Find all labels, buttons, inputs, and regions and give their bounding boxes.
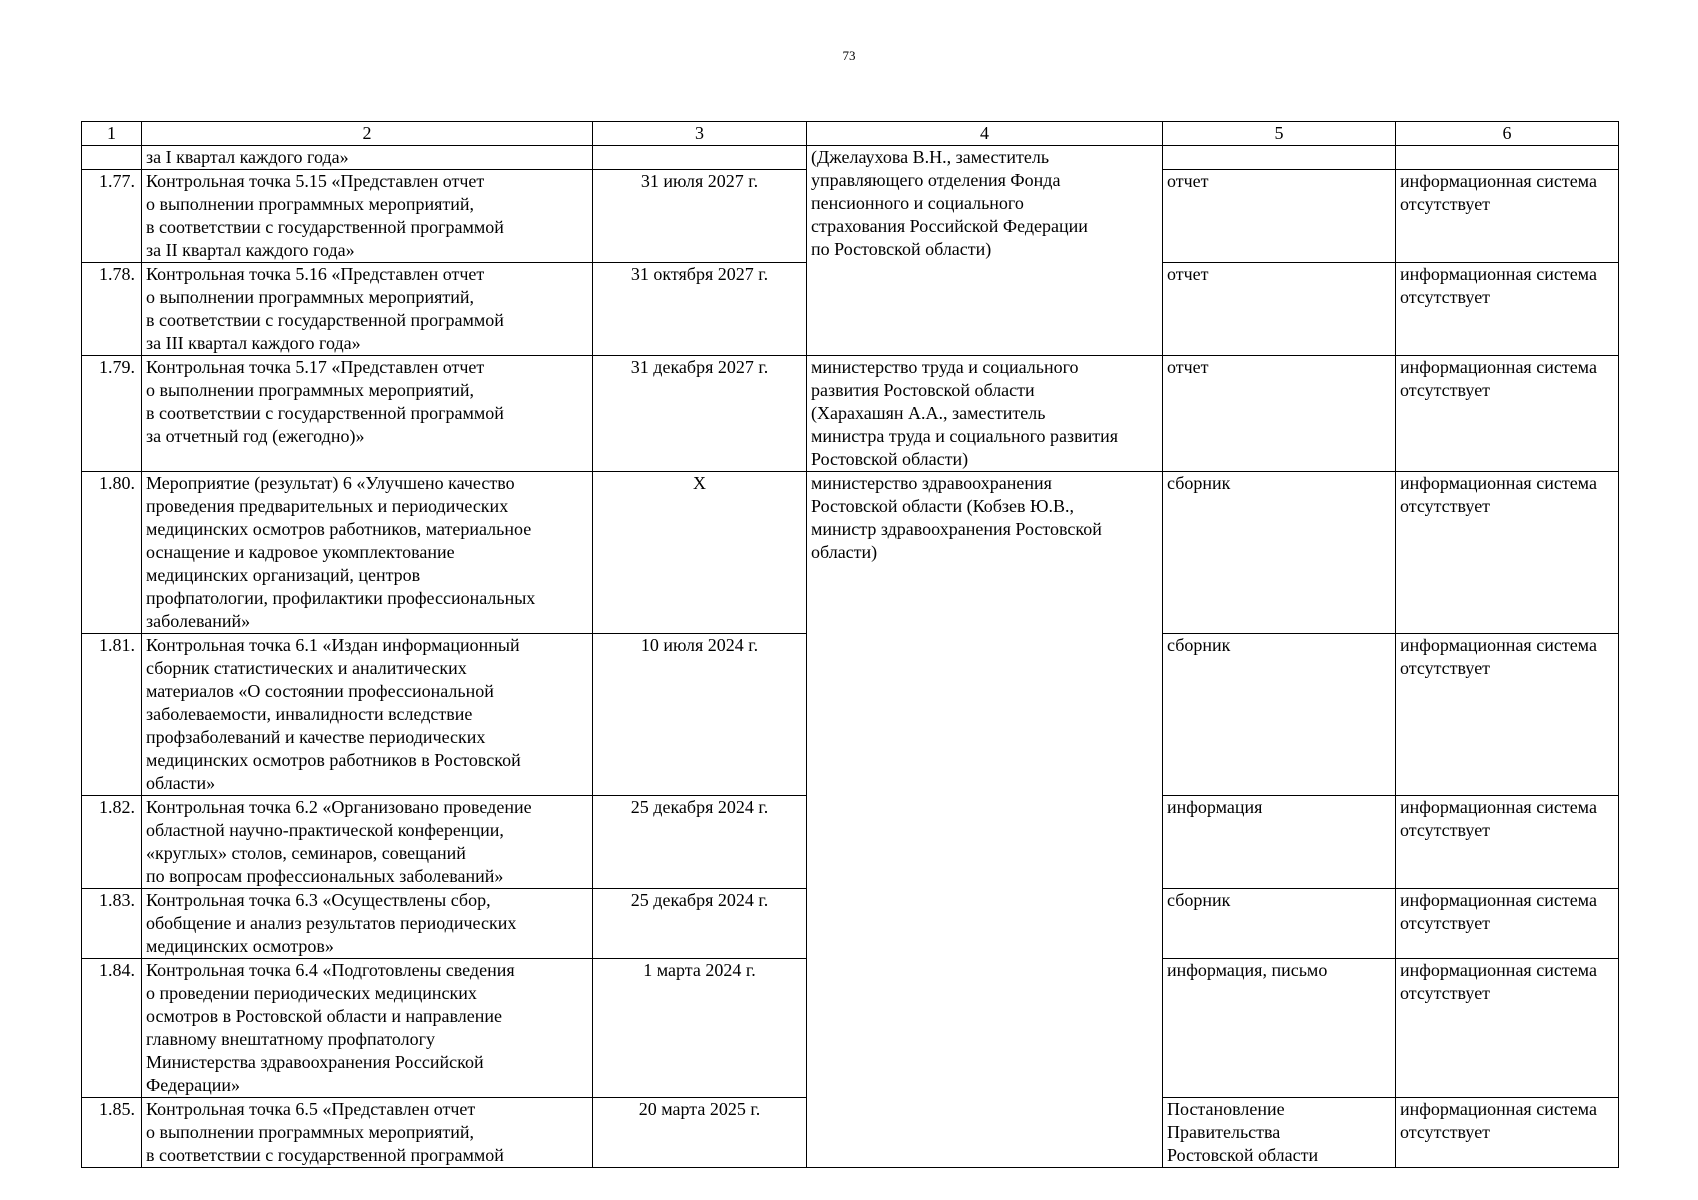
row-number: 1.79. — [82, 356, 142, 472]
header-cell: 4 — [807, 122, 1163, 146]
row-name: Контрольная точка 5.16 «Представлен отчет о выполнении программных мероприятий, в соответствии с государственной программой за III квартал каждого года» — [142, 263, 593, 356]
row-number: 1.78. — [82, 263, 142, 356]
row-system: информационная система отсутствует — [1396, 1098, 1619, 1168]
header-cell: 5 — [1163, 122, 1396, 146]
row-name: Контрольная точка 6.5 «Представлен отчет о выполнении программных мероприятий, в соответствии с государственной программой — [142, 1098, 593, 1168]
row-document: сборник — [1163, 634, 1396, 796]
row-responsible: министерство труда и социального развития Ростовской области (Харахашян А.А., заместитель министра труда и социального развития Ростовской области) — [807, 356, 1163, 472]
row-name: Контрольная точка 6.4 «Подготовлены сведения о проведении периодических медицинских осмотров в Ростовской области и направление главному внештатному профпатологу Министерства здравоохранения Российской Федерации» — [142, 959, 593, 1098]
row-document: отчет — [1163, 263, 1396, 356]
row-date: 20 марта 2025 г. — [593, 1098, 807, 1168]
row-date: 25 декабря 2024 г. — [593, 889, 807, 959]
row-name: Контрольная точка 6.3 «Осуществлены сбор, обобщение и анализ результатов периодических медицинских осмотров» — [142, 889, 593, 959]
row-system: информационная система отсутствует — [1396, 356, 1619, 472]
row-name: Мероприятие (результат) 6 «Улучшено качество проведения предварительных и периодических медицинских осмотров работников, материальное оснащение и кадровое укомплектование медицинских организаций, центров профпатологии, профилактики профессиональных заболеваний» — [142, 472, 593, 634]
row-number: 1.81. — [82, 634, 142, 796]
row-name: Контрольная точка 5.15 «Представлен отчет о выполнении программных мероприятий, в соответствии с государственной программой за II квартал каждого года» — [142, 170, 593, 263]
row-system — [1396, 146, 1619, 170]
row-number — [82, 146, 142, 170]
row-number: 1.84. — [82, 959, 142, 1098]
row-document — [1163, 146, 1396, 170]
row-document: сборник — [1163, 889, 1396, 959]
row-number: 1.83. — [82, 889, 142, 959]
row-document: информация — [1163, 796, 1396, 889]
table-row — [82, 472, 1619, 634]
row-system: информационная система отсутствует — [1396, 170, 1619, 263]
row-date: 1 марта 2024 г. — [593, 959, 807, 1098]
row-system: информационная система отсутствует — [1396, 959, 1619, 1098]
row-date: 10 июля 2024 г. — [593, 634, 807, 796]
header-row — [82, 122, 1619, 146]
row-system: информационная система отсутствует — [1396, 472, 1619, 634]
row-system: информационная система отсутствует — [1396, 796, 1619, 889]
row-document: сборник — [1163, 472, 1396, 634]
row-system: информационная система отсутствует — [1396, 634, 1619, 796]
plan-table — [81, 121, 1619, 1168]
row-date: 31 декабря 2027 г. — [593, 356, 807, 472]
row-number: 1.85. — [82, 1098, 142, 1168]
row-name: Контрольная точка 5.17 «Представлен отчет о выполнении программных мероприятий, в соответствии с государственной программой за отчетный год (ежегодно)» — [142, 356, 593, 472]
row-name: Контрольная точка 6.2 «Организовано проведение областной научно-практической конференции, «круглых» столов, семинаров, совещаний по вопросам профессиональных заболеваний» — [142, 796, 593, 889]
row-system: информационная система отсутствует — [1396, 263, 1619, 356]
table-row — [82, 356, 1619, 472]
header-cell: 6 — [1396, 122, 1619, 146]
row-date: Х — [593, 472, 807, 634]
row-responsible: (Джелаухова В.Н., заместитель управляющего отделения Фонда пенсионного и социального страхования Российской Федерации по Ростовской области) — [807, 146, 1163, 356]
header-cell: 3 — [593, 122, 807, 146]
row-system: информационная система отсутствует — [1396, 889, 1619, 959]
row-responsible: министерство здравоохранения Ростовской области (Кобзев Ю.В., министр здравоохранения Ростовской области) — [807, 472, 1163, 1168]
table-row — [82, 146, 1619, 170]
header-cell: 2 — [142, 122, 593, 146]
row-date: 25 декабря 2024 г. — [593, 796, 807, 889]
row-document: Постановление Правительства Ростовской области — [1163, 1098, 1396, 1168]
header-cell: 1 — [82, 122, 142, 146]
row-document: информация, письмо — [1163, 959, 1396, 1098]
row-number: 1.82. — [82, 796, 142, 889]
row-document: отчет — [1163, 170, 1396, 263]
row-name: Контрольная точка 6.1 «Издан информационный сборник статистических и аналитических материалов «О состоянии профессиональной заболеваемости, инвалидности вследствие профзаболеваний и качестве периодических медицинских осмотров работников в Ростовской области» — [142, 634, 593, 796]
row-number: 1.80. — [82, 472, 142, 634]
row-date: 31 июля 2027 г. — [593, 170, 807, 263]
row-document: отчет — [1163, 356, 1396, 472]
row-date — [593, 146, 807, 170]
page-number: 73 — [842, 48, 856, 63]
row-date: 31 октября 2027 г. — [593, 263, 807, 356]
row-name: за I квартал каждого года» — [142, 146, 593, 170]
row-number: 1.77. — [82, 170, 142, 263]
